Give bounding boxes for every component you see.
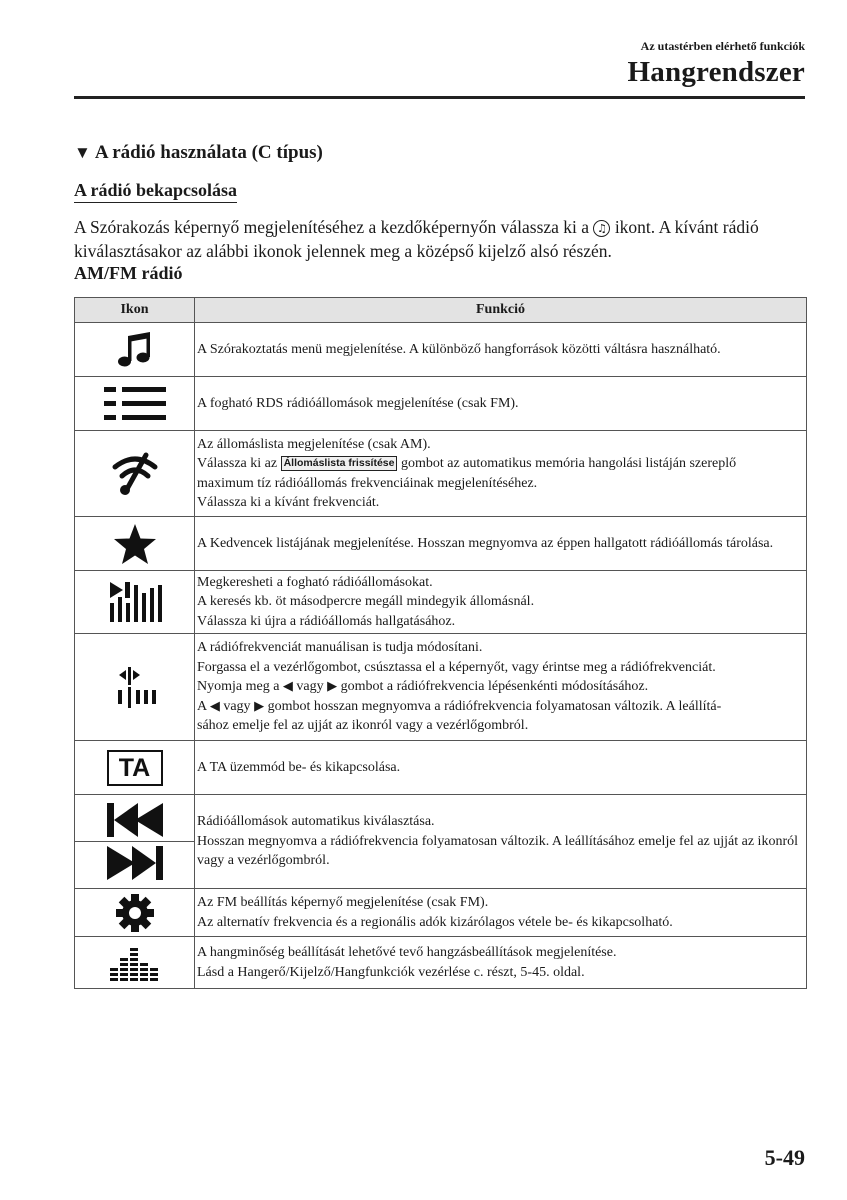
scan-icon <box>108 581 162 623</box>
intro-text-end: ikont. A kívánt rádió kiválasztásakor az alábbi ikonok jelennek meg a középső kijelző alsó részén. <box>74 217 759 261</box>
function-text: sához emelje fel az ujját az ikonról vagy a vezérlőgombról. <box>197 718 529 734</box>
table-row <box>75 741 807 795</box>
running-header: Az utastérben elérhető funkciók <box>640 39 805 53</box>
ta-icon: TA <box>107 750 163 786</box>
function-text: Válassza ki a kívánt frekvenciát. <box>197 495 380 510</box>
function-text: Lásd a Hangerő/Kijelző/Hangfunkciók vezérlése c. részt, 5-45. oldal. <box>197 964 585 980</box>
function-text: Rádióállomások automatikus kiválasztása. <box>197 814 435 830</box>
function-text: Az alternatív frekvencia és a regionális adók kizárólagos vétele be- és kikapcsolható. <box>197 914 673 930</box>
function-text: Válassza ki újra a rádióállomás hallgatásához. <box>197 613 456 629</box>
column-header-function: Funkció <box>195 298 807 323</box>
function-text: A rádiófrekvenciát manuálisan is tudja módosítani. <box>197 640 483 656</box>
page-number: 5-49 <box>764 1145 805 1170</box>
station-list-icon <box>112 451 158 497</box>
sub-heading: A rádió bekapcsolása <box>74 180 237 203</box>
intro-paragraph <box>74 215 809 263</box>
triangle-marker-icon: ▼ <box>74 143 91 162</box>
icon-cell <box>75 741 195 795</box>
amfm-title: AM/FM rádió <box>74 263 183 283</box>
seek-back-icon <box>107 803 163 837</box>
icon-cell <box>75 634 195 741</box>
function-text: Forgassa el a vezérlőgombot, csúsztassa el a képernyőt, vagy érintse meg a rádiófrekvenciát. <box>197 659 716 675</box>
icon-cell <box>75 571 195 634</box>
function-cell <box>195 889 807 937</box>
star-icon <box>113 523 157 565</box>
function-text: A Szórakoztatás menü megjelenítése. A különböző hangforrások közötti váltásra használható. <box>197 341 721 357</box>
table-row <box>75 795 807 889</box>
function-text: maximum tíz rádióállomás frekvenciáinak megjelenítéséhez. <box>197 475 538 491</box>
function-text <box>197 677 802 697</box>
step-up-icon[interactable]: ▶ <box>254 698 265 714</box>
music-note-inline-icon: ♫ <box>593 220 610 237</box>
list-icon <box>104 386 166 422</box>
step-down-icon[interactable]: ◀ <box>209 698 220 714</box>
page-title: Hangrendszer <box>627 56 805 88</box>
function-text-part: gombot a rádiófrekvencia lépésenkénti módosításához. <box>340 679 649 695</box>
music-note-icon <box>114 329 156 371</box>
table-row <box>75 323 807 377</box>
function-cell <box>195 741 807 795</box>
function-cell <box>195 937 807 989</box>
function-text: Az állomáslista megjelenítése (csak AM). <box>197 436 431 452</box>
function-table <box>74 297 807 989</box>
function-text-part: gombot az automatikus memória hangolási listáján szereplő <box>400 456 737 471</box>
function-text <box>197 697 802 717</box>
function-text: A hangminőség beállítását lehetővé tevő hangzásbeállítások megjelenítése. <box>197 945 617 960</box>
function-text-part: A <box>197 698 207 714</box>
function-text-part: gombot hosszan megnyomva a rádiófrekvencia folyamatosan változik. A leállítá- <box>267 698 722 714</box>
table-row <box>75 517 807 571</box>
section-heading <box>74 142 323 164</box>
function-text: Az FM beállítás képernyő megjelenítése (csak FM). <box>197 895 489 910</box>
table-row <box>75 431 807 517</box>
function-text: A Kedvencek listájának megjelenítése. Hosszan megnyomva az éppen hallgatott rádióállomás tárolása. <box>197 535 774 551</box>
column-header-icon: Ikon <box>75 298 195 323</box>
icon-cell <box>75 937 195 989</box>
function-cell <box>195 795 807 889</box>
icon-cell <box>75 795 195 889</box>
function-text: Megkeresheti a fogható rádióállomásokat. <box>197 574 433 590</box>
function-cell <box>195 517 807 571</box>
gear-icon <box>115 893 155 933</box>
seek-forward-icon <box>107 846 163 880</box>
table-row <box>75 889 807 937</box>
icon-cell <box>75 431 195 517</box>
function-text: Hosszan megnyomva a rádiófrekvencia folyamatosan változik. A leállításához emelje fel az ujját az ikonról vagy a vezérlőgombról. <box>197 833 798 869</box>
station-list-refresh-button[interactable]: Állomáslista frissítése <box>281 456 398 471</box>
step-down-icon[interactable]: ◀ <box>282 679 293 695</box>
icon-cell <box>75 377 195 431</box>
icon-cell <box>75 323 195 377</box>
function-cell <box>195 431 807 517</box>
icon-cell <box>75 517 195 571</box>
section-heading-text: A rádió használata (C típus) <box>94 142 323 163</box>
icon-cell <box>75 889 195 937</box>
table-row <box>75 937 807 989</box>
function-cell <box>195 377 807 431</box>
function-cell <box>195 634 807 741</box>
function-text: A fogható RDS rádióállomások megjelenítése (csak FM). <box>197 395 519 411</box>
icon-separator <box>75 841 194 842</box>
function-text-part: vagy <box>223 698 251 714</box>
function-text <box>197 454 802 474</box>
function-text-part: vagy <box>296 679 324 695</box>
manual-tune-icon <box>114 666 156 708</box>
intro-text-start: A Szórakozás képernyő megjelenítéséhez a kezdőképernyőn válassza ki a <box>74 217 590 237</box>
equalizer-icon <box>110 943 160 983</box>
step-up-icon[interactable]: ▶ <box>327 679 338 695</box>
table-row <box>75 377 807 431</box>
table-row <box>75 634 807 741</box>
function-text: A TA üzemmód be- és kikapcsolása. <box>197 759 401 775</box>
function-text-part: Válassza ki az <box>197 456 278 471</box>
header-divider <box>74 96 805 99</box>
function-text: A keresés kb. öt másodpercre megáll mindegyik állomásnál. <box>197 594 535 610</box>
function-cell <box>195 571 807 634</box>
function-text-part: Nyomja meg a <box>197 679 280 695</box>
table-row <box>75 571 807 634</box>
table-header-row <box>75 298 807 323</box>
function-cell <box>195 323 807 377</box>
